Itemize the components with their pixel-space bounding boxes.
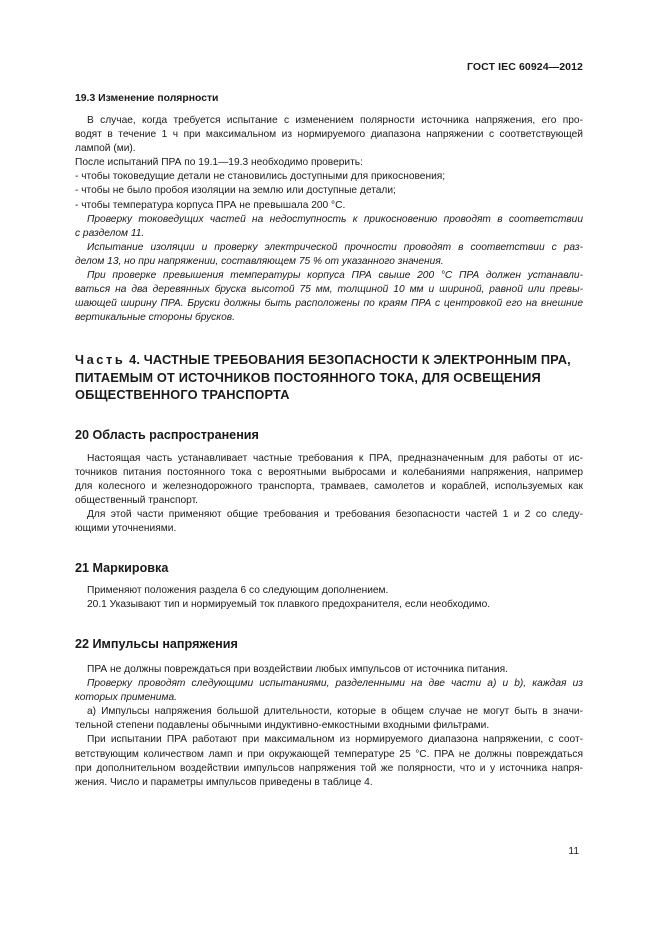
section-21 — [75, 561, 583, 575]
text-line: для колесного и железнодорожного транспорта, трамваев, самолетов и кораблей, используемых как — [75, 481, 583, 493]
text-line: водят в течение 1 ч при максимальном из нормируемого диапазона напряжении с соответствующей — [75, 129, 583, 141]
text-line: а) Импульсы напряжения большой длительности, которые в общем случае не могут быть в значи- — [87, 706, 583, 718]
section-19-3-body — [75, 114, 583, 325]
text-line: ющими уточнениями. — [75, 523, 177, 535]
text-line: Настоящая часть устанавливает частные требования к ПРА, предназначенным для работы от ис- — [87, 453, 583, 464]
text-line: При проверке превышения температуры корпуса ПРА свыше 200 °С ПРА должен устанавли- — [87, 270, 583, 282]
section-22-body — [75, 663, 583, 790]
text-line: Применяют положения раздела 6 со следующим дополнением. — [87, 585, 389, 596]
list-item: - чтобы не было пробоя изоляции на землю или доступные детали; — [75, 185, 396, 197]
text-line: вертикальные стороны брусков. — [75, 312, 235, 324]
section-title: 21 Маркировка — [75, 561, 169, 575]
section-22 — [75, 637, 583, 651]
text-line: ветствующим количеством ламп и при окружающей температуре 25 °С. ПРА не должны повреждаться — [75, 748, 583, 760]
text-line: жения. Число и параметры импульсов приведены в таблице 4. — [75, 776, 373, 788]
text-line: ПРА не должны повреждаться при воздействии любых импульсов от источника питания. — [87, 664, 508, 675]
section-20 — [75, 428, 583, 442]
text-line: При испытании ПРА работают при максимальном из нормируемого диапазона напряжении, с соот- — [87, 734, 583, 746]
text-line: Испытание изоляции и проверку электрической прочности проводят в соответствии с раз- — [87, 241, 583, 253]
text-line: Проверку токоведущих частей на недоступность к прикосновению проводят в соответствии — [87, 213, 583, 225]
text-line: В случае, когда требуется испытание с изменением полярности источника напряжения, его про- — [87, 115, 583, 126]
section-title: 22 Импульсы напряжения — [75, 637, 238, 651]
section-title: 19.3 Изменение полярности — [75, 93, 219, 104]
section-20-body — [75, 452, 583, 537]
text-line: лампой (ми). — [75, 143, 136, 155]
text-line: шающей ширину ПРА. Бруски должны быть расположены по краям ПРА с центровкой его на внешние — [75, 298, 583, 310]
text-line: Для этой части применяют общие требования и требования безопасности частей 1 и 2 со следу- — [87, 509, 583, 521]
text-line: 20.1 Указывают тип и нормируемый ток плавкого предохранителя, если необходимо. — [87, 599, 491, 611]
text-line: После испытаний ПРА по 19.1—19.3 необходимо проверить: — [75, 157, 363, 169]
part-label: Часть — [75, 352, 126, 367]
list-item: - чтобы токоведущие детали не становились доступными для прикосновения; — [75, 171, 446, 183]
page-number: 11 — [568, 846, 579, 857]
text-line: при дополнительном воздействии импульсов напряжения той же полярности, что и у источника напря- — [75, 762, 583, 774]
text-line: общественный транспорт. — [75, 495, 198, 507]
standard-header: ГОСТ IEC 60924—2012 — [466, 61, 583, 73]
list-item: - чтобы температура корпуса ПРА не превышала 200 °С. — [75, 199, 346, 211]
part-4-heading — [75, 351, 583, 404]
section-19-3 — [75, 92, 583, 106]
text-line: делом 13, но при напряжении, составляющем 75 % от указанного значения. — [75, 255, 444, 267]
text-line: Проверку проводят следующими испытаниями, разделенными на две части a) и b), каждая из — [87, 678, 583, 690]
text-line: ваться на два деревянных бруска высотой 75 мм, толщиной 10 мм и шириной, равной или превы- — [75, 284, 583, 296]
text-line: которых применима. — [75, 692, 177, 704]
section-21-body — [75, 584, 583, 612]
text-line: точников питания постоянного тока с вероятными выбросами и колебаниями напряжения, например — [75, 467, 583, 479]
part-heading-line: ОБЩЕСТВЕННОГО ТРАНСПОРТА — [75, 387, 290, 403]
section-title: 20 Область распространения — [75, 428, 259, 442]
text-line: тельной степени подавлены обычными индуктивно-емкостными входными фильтрами. — [75, 720, 490, 732]
part-heading-line: ПИТАЕМЫМ ОТ ИСТОЧНИКОВ ПОСТОЯННОГО ТОКА, ДЛЯ ОСВЕЩЕНИЯ — [75, 369, 541, 385]
text-line: с разделом 11. — [75, 227, 145, 239]
part-heading-line: Часть 4. ЧАСТНЫЕ ТРЕБОВАНИЯ БЕЗОПАСНОСТИ К ЭЛЕКТРОННЫМ ПРА, — [75, 352, 571, 367]
